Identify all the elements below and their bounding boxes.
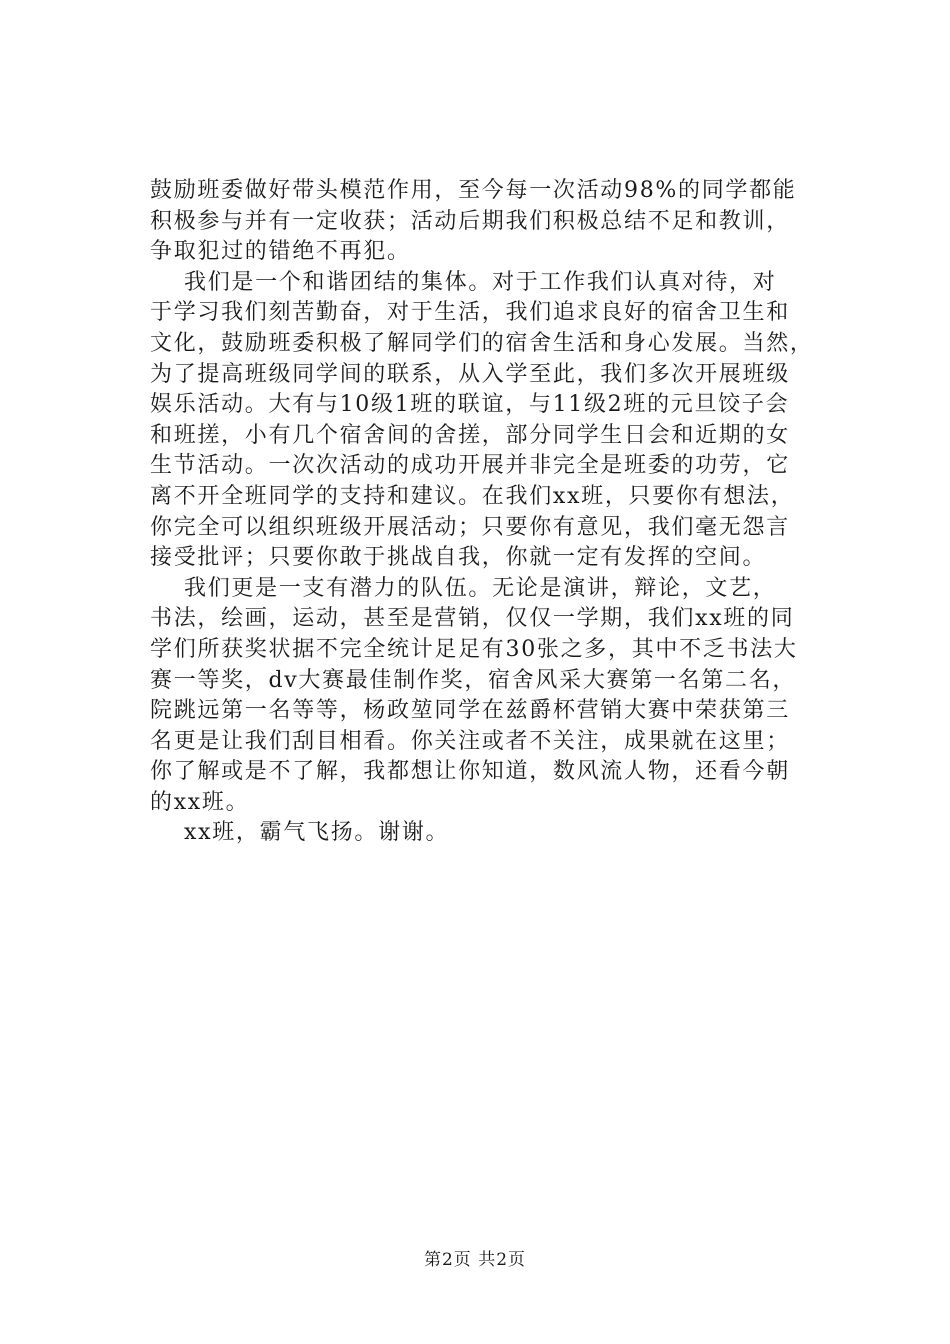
text-line: 离不开全班同学的支持和建议。在我们xx班，只要你有想法， xyxy=(150,483,795,509)
text-line: 娱乐活动。大有与10级1班的联谊，与11级2班的元旦饺子会 xyxy=(150,392,790,418)
paragraph-start-line: 我们是一个和谐团结的集体。对于工作我们认真对待，对 xyxy=(184,269,777,295)
text-line: 学们所获奖状据不完全统计足足有30张之多，其中不乏书法大 xyxy=(150,636,798,662)
paragraph-start-line: 我们更是一支有潜力的队伍。无论是演讲，辩论，文艺， xyxy=(184,575,777,601)
text-line: 于学习我们刻苦勤奋，对于生活，我们追求良好的宿舍卫生和 xyxy=(150,300,790,326)
text-line: 名更是让我们刮目相看。你关注或者不关注，成果就在这里； xyxy=(150,728,790,754)
document-body xyxy=(150,176,870,849)
closing-line: xx班，霸气飞扬。谢谢。 xyxy=(184,820,450,846)
page-number-footer: 第2页 共2页 xyxy=(423,1250,527,1270)
text-line: 院跳远第一名等等，杨政堃同学在兹爵杯营销大赛中荣获第三 xyxy=(150,698,790,724)
text-line: 生节活动。一次次活动的成功开展并非完全是班委的功劳，它 xyxy=(150,453,790,479)
text-line: 鼓励班委做好带头模范作用，至今每一次活动98%的同学都能 xyxy=(150,178,797,203)
text-line: 的xx班。 xyxy=(150,789,250,815)
text-line: 书法，绘画，运动，甚至是营销，仅仅一学期，我们xx班的同 xyxy=(150,606,795,632)
text-line: 和班搓，小有几个宿舍间的舍搓，部分同学生日会和近期的女 xyxy=(150,422,790,448)
text-line: 赛一等奖，dv大赛最佳制作奖，宿舍风采大赛第一名第二名， xyxy=(150,667,797,693)
text-line: 为了提高班级同学间的联系，从入学至此，我们多次开展班级 xyxy=(150,361,790,387)
text-line: 文化，鼓励班委积极了解同学们的宿舍生活和身心发展。当然， xyxy=(150,330,814,356)
text-line: 争取犯过的错绝不再犯。 xyxy=(150,239,411,265)
text-line: 积极参与并有一定收获；活动后期我们积极总结不足和教训， xyxy=(150,208,790,234)
text-line: 你完全可以组织班级开展活动；只要你有意见，我们毫无怨言 xyxy=(150,514,790,540)
text-line: 你了解或是不了解，我都想让你知道，数风流人物，还看今朝 xyxy=(150,759,790,785)
text-line: 接受批评；只要你敢于挑战自我，你就一定有发挥的空间。 xyxy=(150,545,767,571)
